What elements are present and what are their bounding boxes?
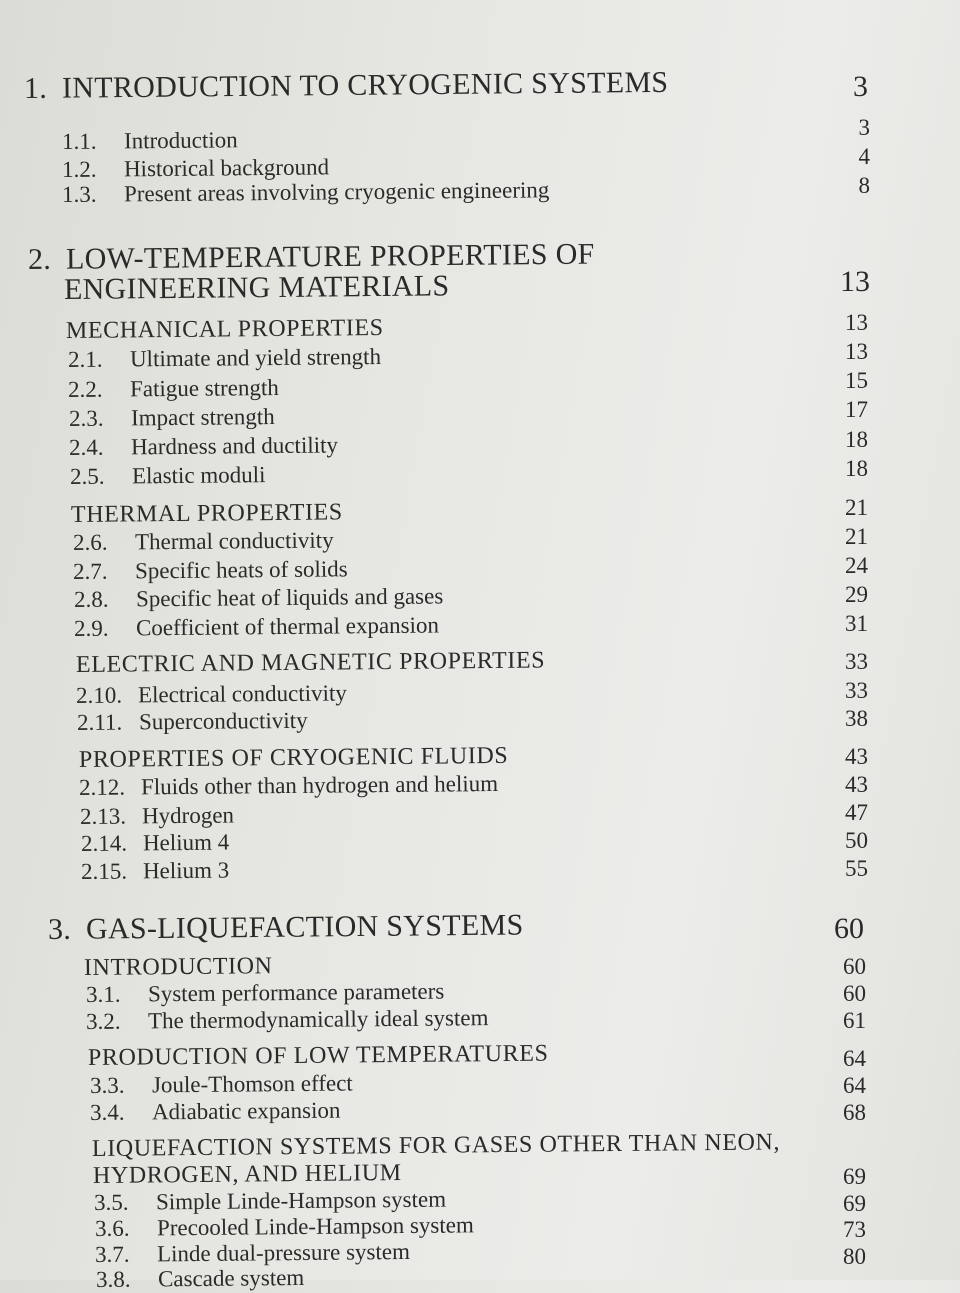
entry-title: Electrical conductivity (137, 680, 347, 708)
page-number: 55 (845, 856, 868, 881)
page-number: 73 (843, 1217, 866, 1242)
entry-title: Simple Linde-Hampson system (155, 1186, 447, 1215)
section-title: PRODUCTION OF LOW TEMPERATURES (87, 1040, 549, 1071)
entry-title: The thermodynamically ideal system (147, 1005, 489, 1034)
page-number: 4 (858, 144, 870, 169)
section-heading (66, 315, 384, 345)
chapter-page-number: 3 (853, 70, 868, 103)
entry-number: 2.6. (72, 529, 108, 555)
section-title: ELECTRIC AND MAGNETIC PROPERTIES (75, 647, 546, 678)
toc-entry (62, 154, 329, 183)
toc-entry (96, 1265, 305, 1293)
page-number: 21 (845, 495, 868, 520)
entry-number: 2.10. (75, 682, 123, 708)
entry-number: 2.7. (72, 558, 108, 584)
entry-number: 3.7. (94, 1241, 130, 1267)
entry-title: Specific heat of liquids and gases (135, 583, 444, 612)
toc-entry (77, 708, 308, 736)
page-number: 21 (845, 524, 868, 549)
chapter-number: 2. (27, 242, 52, 276)
toc-entry (80, 803, 234, 830)
entry-number: 3.1. (85, 981, 121, 1007)
chapter-heading (48, 908, 524, 947)
entry-number: 2.1. (67, 346, 103, 372)
section-heading (71, 499, 343, 529)
page-number: 13 (845, 310, 868, 335)
entry-title: Joule-Thomson effect (151, 1070, 353, 1098)
entry-title: Hardness and ductility (130, 432, 339, 460)
entry-title: Introduction (123, 127, 238, 154)
entry-number: 3.2. (85, 1008, 121, 1034)
entry-number: 2.9. (73, 615, 109, 641)
entry-title: Helium 3 (142, 857, 230, 884)
section-title: PROPERTIES OF CRYOGENIC FLUIDS (78, 742, 509, 773)
page-number: 43 (845, 772, 868, 797)
entry-number: 2.8. (73, 586, 109, 612)
entry-number: 2.4. (68, 434, 104, 460)
page-number: 69 (843, 1164, 866, 1189)
section-title: INTRODUCTION (83, 953, 273, 981)
entry-title: Present areas involving cryogenic engineering (123, 177, 550, 207)
entry-number: 3.5. (93, 1189, 129, 1215)
entry-title: Specific heats of solids (134, 556, 348, 584)
toc-entry (94, 1187, 446, 1216)
chapter-number: 1. (23, 71, 48, 105)
section-heading (93, 1160, 402, 1190)
chapter-number: 3. (47, 912, 72, 946)
page-number: 64 (843, 1073, 866, 1098)
page-number: 17 (845, 397, 868, 422)
section-title: THERMAL PROPERTIES (70, 499, 343, 528)
entry-number: 1.2. (61, 156, 97, 182)
entry-title: Precooled Linde-Hampson system (156, 1212, 474, 1241)
entry-title: Helium 4 (142, 829, 230, 856)
entry-title: Ultimate and yield strength (129, 343, 382, 372)
toc-entry (76, 680, 347, 709)
chapter-title: INTRODUCTION TO CRYOGENIC SYSTEMS (61, 65, 669, 105)
toc-entry (90, 1070, 353, 1099)
section-heading (92, 1129, 780, 1163)
toc-entry (70, 462, 266, 490)
chapter-title: ENGINEERING MATERIALS (63, 269, 450, 306)
entry-number: 1.3. (61, 181, 97, 207)
entry-number: 3.6. (94, 1215, 130, 1241)
chapter-title: LOW-TEMPERATURE PROPERTIES OF (65, 237, 595, 276)
page-number: 80 (843, 1244, 866, 1269)
page-number: 61 (843, 1008, 866, 1033)
section-heading (84, 953, 273, 982)
entry-number: 2.5. (69, 463, 105, 489)
chapter-heading (24, 66, 669, 106)
entry-title: Coefficient of thermal expansion (135, 612, 440, 641)
section-heading (88, 1041, 549, 1072)
entry-title: Cascade system (157, 1265, 305, 1292)
toc-entry (68, 344, 381, 373)
entry-number: 1.1. (61, 128, 97, 154)
page-number: 24 (845, 553, 868, 578)
page-number: 68 (843, 1100, 866, 1125)
page-number: 33 (845, 649, 868, 674)
page-number: 18 (845, 427, 868, 452)
toc-entry (74, 612, 439, 642)
entry-number: 3.4. (89, 1099, 125, 1125)
page-number: 3 (858, 115, 870, 140)
toc-entry (73, 527, 334, 556)
chapter-page-number: 60 (834, 912, 864, 945)
section-title: MECHANICAL PROPERTIES (65, 314, 384, 344)
page-number: 60 (843, 954, 866, 979)
page-number: 64 (843, 1046, 866, 1071)
entry-title: Fluids other than hydrogen and helium (140, 770, 499, 800)
section-heading (79, 743, 509, 774)
entry-title: Hydrogen (141, 802, 235, 829)
toc-entry (69, 404, 275, 432)
page-number: 69 (843, 1191, 866, 1216)
entry-title: Superconductivity (138, 707, 308, 735)
toc-entry (74, 583, 443, 613)
page-number: 15 (845, 368, 868, 393)
page-number: 13 (845, 339, 868, 364)
entry-number: 2.14. (80, 830, 128, 856)
chapter-heading (64, 269, 450, 307)
toc-entry (81, 858, 229, 885)
toc-entry (95, 1212, 474, 1242)
toc-entry (81, 830, 229, 857)
page-number: 29 (845, 582, 868, 607)
page-number: 8 (858, 173, 870, 198)
entry-title: Impact strength (130, 404, 275, 431)
entry-title: Linde dual-pressure system (156, 1238, 411, 1267)
page-number: 31 (845, 611, 868, 636)
page-number: 38 (845, 706, 868, 731)
page-number: 47 (845, 800, 868, 825)
toc-entry (86, 1005, 489, 1035)
section-title: LIQUEFACTION SYSTEMS FOR GASES OTHER THAN NEON, (91, 1129, 781, 1162)
entry-title: Fatigue strength (129, 374, 279, 402)
entry-title: Elastic moduli (131, 462, 266, 489)
entry-title: System performance parameters (147, 978, 445, 1007)
toc-entry (90, 1098, 341, 1126)
entry-number: 2.3. (68, 405, 104, 431)
toc-entry (69, 432, 338, 461)
chapter-page-number: 13 (840, 265, 870, 298)
section-heading (76, 647, 545, 679)
toc-entry (68, 375, 279, 403)
page-number: 18 (845, 456, 868, 481)
section-title: HYDROGEN, AND HELIUM (92, 1160, 402, 1189)
toc-entry (86, 979, 445, 1008)
page-number: 33 (845, 678, 868, 703)
toc-entry (62, 127, 238, 155)
toc-entry (73, 556, 348, 585)
entry-title: Thermal conductivity (134, 527, 334, 555)
page-number: 50 (845, 828, 868, 853)
page-number: 60 (843, 981, 866, 1006)
toc-entry (79, 771, 498, 801)
entry-number: 3.3. (89, 1072, 125, 1098)
page-number: 43 (845, 744, 868, 769)
entry-number: 2.15. (80, 858, 128, 884)
entry-number: 2.11. (76, 709, 123, 735)
entry-number: 2.13. (79, 803, 127, 829)
entry-title: Adiabatic expansion (151, 1097, 341, 1125)
entry-title: Historical background (123, 154, 330, 182)
chapter-title: GAS-LIQUEFACTION SYSTEMS (85, 908, 524, 946)
entry-number: 3.8. (95, 1266, 131, 1292)
toc-entry (62, 177, 550, 208)
entry-number: 2.2. (67, 376, 103, 402)
toc-entry (95, 1239, 410, 1268)
entry-number: 2.12. (78, 774, 126, 800)
